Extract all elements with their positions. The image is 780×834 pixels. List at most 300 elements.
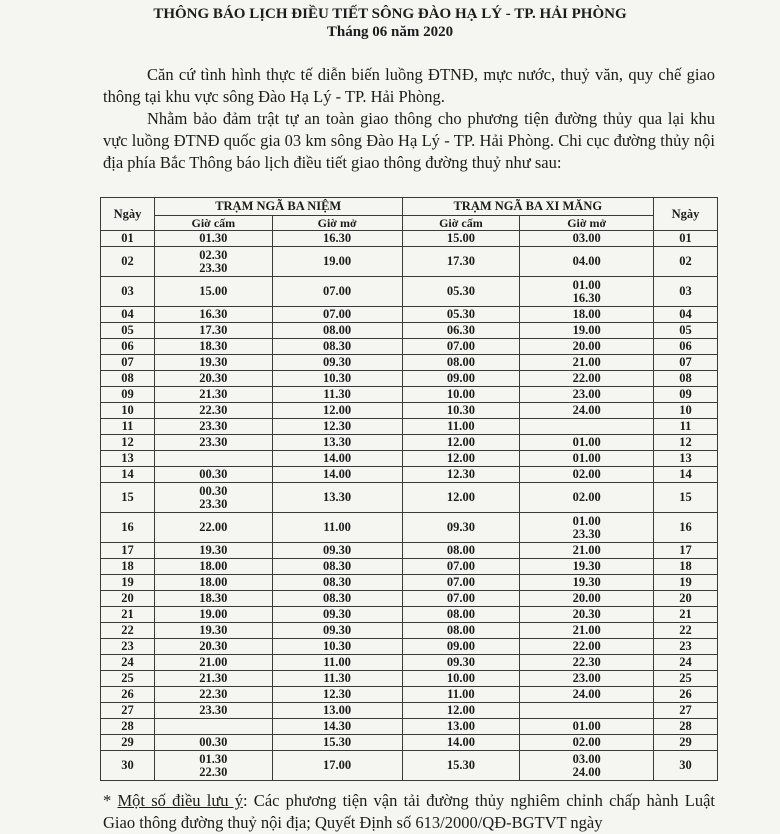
cell-ximang-open bbox=[520, 735, 654, 751]
cell-time: 23.30 bbox=[199, 703, 228, 718]
cell-day-left: 11 bbox=[101, 419, 155, 435]
cell-niem-open bbox=[272, 543, 402, 559]
cell-niem-open bbox=[272, 451, 402, 467]
cell-ximang-open bbox=[520, 623, 654, 639]
cell-time: 12.30 bbox=[446, 467, 475, 482]
cell-time: 01.00 bbox=[572, 514, 601, 528]
cell-niem-closed bbox=[154, 323, 272, 339]
cell-time: 23.30 bbox=[572, 526, 601, 541]
cell-time: 09.30 bbox=[323, 607, 352, 622]
cell-niem-open bbox=[272, 623, 402, 639]
cell-ximang-closed bbox=[402, 655, 520, 671]
cell-time: 11.00 bbox=[447, 419, 475, 434]
cell-niem-closed bbox=[154, 687, 272, 703]
cell-time: 22.00 bbox=[572, 371, 601, 386]
cell-time: 19.30 bbox=[199, 355, 228, 370]
note-paragraph: * Một số điều lưu ý: Các phương tiện vận tải đường thủy nghiêm chỉnh chấp hành Luật Giao thông đường thuỷ nội địa; Quyết Định số 613/2000/QĐ-BGTVT ngày bbox=[103, 791, 716, 832]
cell-niem-open bbox=[272, 323, 402, 339]
cell-niem-closed bbox=[154, 623, 272, 639]
table-row bbox=[101, 371, 718, 387]
cell-ximang-open bbox=[520, 655, 654, 671]
header-day-right: Ngày bbox=[654, 198, 718, 231]
cell-niem-open bbox=[272, 639, 402, 655]
cell-time: 23.30 bbox=[199, 435, 228, 450]
cell-time: 14.30 bbox=[323, 719, 352, 734]
cell-ximang-closed bbox=[402, 483, 520, 513]
cell-time: 18.00 bbox=[572, 307, 601, 322]
cell-time: 18.30 bbox=[199, 591, 228, 606]
cell-day-left: 20 bbox=[101, 591, 155, 607]
cell-time: 08.00 bbox=[446, 355, 475, 370]
cell-day-left: 09 bbox=[101, 387, 155, 403]
cell-ximang-closed bbox=[402, 247, 520, 277]
cell-time: 09.30 bbox=[446, 655, 475, 670]
cell-ximang-open bbox=[520, 703, 654, 719]
cell-time: 21.00 bbox=[572, 355, 601, 370]
cell-time: 15.00 bbox=[446, 231, 475, 246]
cell-day-right: 11 bbox=[654, 419, 718, 435]
cell-time: 12.00 bbox=[446, 451, 475, 466]
cell-time: 09.30 bbox=[323, 355, 352, 370]
cell-ximang-open bbox=[520, 419, 654, 435]
cell-niem-open bbox=[272, 591, 402, 607]
cell-day-right: 21 bbox=[654, 607, 718, 623]
table-row bbox=[101, 671, 718, 687]
cell-niem-closed bbox=[154, 247, 272, 277]
cell-niem-open bbox=[272, 371, 402, 387]
cell-time: 13.30 bbox=[323, 435, 352, 450]
table-row bbox=[101, 513, 718, 543]
cell-day-right: 16 bbox=[654, 513, 718, 543]
cell-niem-closed bbox=[154, 559, 272, 575]
cell-time: 09.00 bbox=[446, 639, 475, 654]
cell-time: 00.30 bbox=[199, 484, 228, 498]
table-row bbox=[101, 435, 718, 451]
cell-niem-closed bbox=[154, 513, 272, 543]
cell-day-right: 01 bbox=[654, 231, 718, 247]
table-row bbox=[101, 623, 718, 639]
cell-niem-closed bbox=[154, 639, 272, 655]
cell-time: 22.30 bbox=[572, 655, 601, 670]
cell-ximang-closed bbox=[402, 403, 520, 419]
cell-time: 14.00 bbox=[446, 735, 475, 750]
cell-time: 09.00 bbox=[446, 371, 475, 386]
cell-ximang-closed bbox=[402, 277, 520, 307]
note-label: Một số điều lưu ý bbox=[117, 791, 243, 810]
table-row bbox=[101, 323, 718, 339]
cell-day-left: 13 bbox=[101, 451, 155, 467]
cell-ximang-closed bbox=[402, 687, 520, 703]
cell-time: 08.00 bbox=[323, 323, 352, 338]
cell-ximang-closed bbox=[402, 323, 520, 339]
cell-ximang-open bbox=[520, 591, 654, 607]
cell-time: 17.30 bbox=[199, 323, 228, 338]
table-row bbox=[101, 419, 718, 435]
cell-time: 01.00 bbox=[572, 435, 601, 450]
cell-time: 06.30 bbox=[446, 323, 475, 338]
cell-day-left: 02 bbox=[101, 247, 155, 277]
cell-ximang-open bbox=[520, 607, 654, 623]
cell-day-left: 30 bbox=[101, 751, 155, 781]
cell-ximang-closed bbox=[402, 639, 520, 655]
cell-ximang-open bbox=[520, 403, 654, 419]
cell-ximang-closed bbox=[402, 387, 520, 403]
cell-time: 13.30 bbox=[323, 490, 352, 505]
cell-day-left: 16 bbox=[101, 513, 155, 543]
cell-time: 17.00 bbox=[323, 758, 352, 773]
header-station-nga-ba-xi-mang: TRẠM NGÃ BA XI MĂNG bbox=[402, 198, 654, 216]
cell-niem-open bbox=[272, 513, 402, 543]
cell-time: 23.30 bbox=[199, 419, 228, 434]
cell-time: 09.30 bbox=[323, 623, 352, 638]
cell-time: 21.30 bbox=[199, 387, 228, 402]
cell-ximang-closed bbox=[402, 543, 520, 559]
cell-time: 07.00 bbox=[323, 307, 352, 322]
cell-time: 12.30 bbox=[323, 687, 352, 702]
cell-ximang-closed bbox=[402, 371, 520, 387]
cell-ximang-open bbox=[520, 435, 654, 451]
cell-day-right: 29 bbox=[654, 735, 718, 751]
table-row bbox=[101, 719, 718, 735]
table-row bbox=[101, 355, 718, 371]
table-row bbox=[101, 655, 718, 671]
cell-ximang-open bbox=[520, 483, 654, 513]
cell-niem-closed bbox=[154, 467, 272, 483]
cell-ximang-open bbox=[520, 339, 654, 355]
cell-time: 07.00 bbox=[323, 284, 352, 299]
cell-time: 14.00 bbox=[323, 451, 352, 466]
cell-time: 07.00 bbox=[446, 591, 475, 606]
cell-day-left: 03 bbox=[101, 277, 155, 307]
cell-ximang-closed bbox=[402, 735, 520, 751]
cell-ximang-open bbox=[520, 575, 654, 591]
cell-time: 22.00 bbox=[199, 520, 228, 535]
cell-niem-open bbox=[272, 277, 402, 307]
cell-time: 22.30 bbox=[199, 764, 228, 779]
schedule-body bbox=[101, 231, 718, 781]
cell-time: 09.30 bbox=[323, 543, 352, 558]
notice-subtitle: Tháng 06 năm 2020 bbox=[326, 24, 454, 40]
cell-day-left: 28 bbox=[101, 719, 155, 735]
cell-time: 24.00 bbox=[572, 687, 601, 702]
cell-day-right: 13 bbox=[654, 451, 718, 467]
cell-day-left: 25 bbox=[101, 671, 155, 687]
cell-niem-closed bbox=[154, 655, 272, 671]
cell-day-left: 05 bbox=[101, 323, 155, 339]
cell-day-left: 15 bbox=[101, 483, 155, 513]
cell-ximang-open bbox=[520, 451, 654, 467]
cell-time: 19.30 bbox=[572, 575, 601, 590]
cell-ximang-open bbox=[520, 687, 654, 703]
cell-niem-closed bbox=[154, 435, 272, 451]
cell-time: 08.30 bbox=[323, 591, 352, 606]
cell-time: 20.00 bbox=[572, 591, 601, 606]
cell-time: 13.00 bbox=[446, 719, 475, 734]
cell-time: 18.00 bbox=[199, 575, 228, 590]
cell-time: 11.00 bbox=[323, 520, 351, 535]
cell-ximang-closed bbox=[402, 355, 520, 371]
cell-day-left: 23 bbox=[101, 639, 155, 655]
cell-niem-closed bbox=[154, 231, 272, 247]
cell-time: 22.00 bbox=[572, 639, 601, 654]
cell-day-right: 03 bbox=[654, 277, 718, 307]
table-row bbox=[101, 735, 718, 751]
cell-niem-open bbox=[272, 387, 402, 403]
cell-ximang-open bbox=[520, 247, 654, 277]
table-row bbox=[101, 387, 718, 403]
cell-ximang-closed bbox=[402, 559, 520, 575]
notice-title: THÔNG BÁO LỊCH ĐIỀU TIẾT SÔNG ĐÀO HẠ LÝ - TP. HẢI PHÒNG bbox=[153, 6, 627, 22]
cell-time: 23.30 bbox=[199, 496, 228, 511]
cell-ximang-closed bbox=[402, 231, 520, 247]
cell-time: 12.00 bbox=[446, 490, 475, 505]
table-row bbox=[101, 467, 718, 483]
cell-ximang-closed bbox=[402, 467, 520, 483]
table-row bbox=[101, 277, 718, 307]
cell-ximang-closed bbox=[402, 623, 520, 639]
cell-time: 02.30 bbox=[199, 248, 228, 262]
cell-day-right: 26 bbox=[654, 687, 718, 703]
cell-day-left: 01 bbox=[101, 231, 155, 247]
cell-time: 05.30 bbox=[446, 284, 475, 299]
cell-time: 23.00 bbox=[572, 387, 601, 402]
header-ximang-open: Giờ mở bbox=[520, 216, 654, 231]
cell-ximang-open bbox=[520, 387, 654, 403]
cell-ximang-closed bbox=[402, 575, 520, 591]
cell-ximang-closed bbox=[402, 607, 520, 623]
cell-niem-closed bbox=[154, 483, 272, 513]
cell-time: 10.00 bbox=[446, 387, 475, 402]
table-row bbox=[101, 607, 718, 623]
cell-time: 12.00 bbox=[446, 703, 475, 718]
cell-ximang-closed bbox=[402, 703, 520, 719]
cell-niem-closed bbox=[154, 451, 272, 467]
cell-time: 16.30 bbox=[199, 307, 228, 322]
cell-ximang-open bbox=[520, 307, 654, 323]
table-row bbox=[101, 559, 718, 575]
cell-time: 08.30 bbox=[323, 559, 352, 574]
cell-time: 11.00 bbox=[323, 655, 351, 670]
cell-day-right: 07 bbox=[654, 355, 718, 371]
cell-time: 14.00 bbox=[323, 467, 352, 482]
cell-niem-open bbox=[272, 435, 402, 451]
cell-time: 15.00 bbox=[199, 284, 228, 299]
cell-day-right: 17 bbox=[654, 543, 718, 559]
cell-day-left: 08 bbox=[101, 371, 155, 387]
cell-day-right: 09 bbox=[654, 387, 718, 403]
cell-niem-closed bbox=[154, 591, 272, 607]
cell-time: 21.00 bbox=[199, 655, 228, 670]
cell-ximang-closed bbox=[402, 671, 520, 687]
cell-niem-open bbox=[272, 607, 402, 623]
header-station-nga-ba-niem: TRẠM NGÃ BA NIỆM bbox=[154, 198, 402, 216]
cell-day-right: 05 bbox=[654, 323, 718, 339]
cell-ximang-open bbox=[520, 671, 654, 687]
cell-time: 02.00 bbox=[572, 490, 601, 505]
cell-time: 17.30 bbox=[446, 254, 475, 269]
schedule-table bbox=[100, 197, 718, 781]
cell-time: 05.30 bbox=[446, 307, 475, 322]
cell-time: 21.00 bbox=[572, 623, 601, 638]
cell-day-left: 29 bbox=[101, 735, 155, 751]
cell-time: 08.00 bbox=[446, 607, 475, 622]
cell-time: 03.00 bbox=[572, 231, 601, 246]
cell-time: 19.00 bbox=[199, 607, 228, 622]
cell-day-left: 22 bbox=[101, 623, 155, 639]
cell-niem-open bbox=[272, 339, 402, 355]
header-niem-closed: Giờ cấm bbox=[154, 216, 272, 231]
cell-time: 01.00 bbox=[572, 719, 601, 734]
table-row bbox=[101, 687, 718, 703]
cell-day-left: 18 bbox=[101, 559, 155, 575]
cell-time: 12.30 bbox=[323, 419, 352, 434]
cell-niem-closed bbox=[154, 735, 272, 751]
cell-niem-closed bbox=[154, 419, 272, 435]
cell-ximang-closed bbox=[402, 339, 520, 355]
table-row bbox=[101, 751, 718, 781]
cell-time: 08.00 bbox=[446, 623, 475, 638]
cell-time: 24.00 bbox=[572, 403, 601, 418]
cell-time: 19.30 bbox=[199, 543, 228, 558]
cell-time: 10.30 bbox=[323, 371, 352, 386]
cell-time: 08.30 bbox=[323, 575, 352, 590]
cell-day-right: 04 bbox=[654, 307, 718, 323]
cell-niem-open bbox=[272, 751, 402, 781]
cell-niem-closed bbox=[154, 403, 272, 419]
cell-time: 19.30 bbox=[199, 623, 228, 638]
cell-ximang-open bbox=[520, 371, 654, 387]
cell-time: 08.00 bbox=[446, 543, 475, 558]
header-niem-open: Giờ mở bbox=[272, 216, 402, 231]
cell-niem-closed bbox=[154, 703, 272, 719]
cell-niem-closed bbox=[154, 607, 272, 623]
cell-day-right: 23 bbox=[654, 639, 718, 655]
cell-time: 15.30 bbox=[323, 735, 352, 750]
intro-paragraph-2: Nhằm bảo đảm trật tự an toàn giao thông cho phương tiện đường thủy qua lại khu vực luồng ĐTNĐ quốc gia 03 km sông Đào Hạ Lý - TP. Hải Phòng. Chi cục đường thủy nội địa phía Bắc Thông báo lịch điều tiết giao thông đường thuỷ như sau: bbox=[103, 109, 715, 172]
cell-time: 10.30 bbox=[446, 403, 475, 418]
cell-time: 10.00 bbox=[446, 671, 475, 686]
cell-niem-closed bbox=[154, 355, 272, 371]
cell-niem-open bbox=[272, 247, 402, 277]
cell-time: 11.30 bbox=[323, 387, 351, 402]
cell-niem-closed bbox=[154, 387, 272, 403]
cell-niem-closed bbox=[154, 719, 272, 735]
header-ximang-closed: Giờ cấm bbox=[402, 216, 520, 231]
cell-time: 16.30 bbox=[572, 290, 601, 305]
cell-day-right: 27 bbox=[654, 703, 718, 719]
cell-time: 20.30 bbox=[199, 371, 228, 386]
cell-ximang-closed bbox=[402, 719, 520, 735]
cell-day-right: 22 bbox=[654, 623, 718, 639]
cell-time: 07.00 bbox=[446, 339, 475, 354]
cell-day-left: 06 bbox=[101, 339, 155, 355]
cell-time: 21.00 bbox=[572, 543, 601, 558]
cell-time: 07.00 bbox=[446, 559, 475, 574]
cell-time: 10.30 bbox=[323, 639, 352, 654]
cell-ximang-closed bbox=[402, 591, 520, 607]
table-row bbox=[101, 339, 718, 355]
cell-niem-open bbox=[272, 575, 402, 591]
cell-time: 20.30 bbox=[199, 639, 228, 654]
cell-niem-closed bbox=[154, 543, 272, 559]
cell-ximang-closed bbox=[402, 451, 520, 467]
cell-ximang-open bbox=[520, 559, 654, 575]
table-row bbox=[101, 543, 718, 559]
header-day-left: Ngày bbox=[101, 198, 155, 231]
table-row bbox=[101, 451, 718, 467]
cell-time: 11.00 bbox=[447, 687, 475, 702]
cell-day-right: 15 bbox=[654, 483, 718, 513]
cell-ximang-open bbox=[520, 639, 654, 655]
cell-day-left: 19 bbox=[101, 575, 155, 591]
cell-day-right: 20 bbox=[654, 591, 718, 607]
cell-time: 00.30 bbox=[199, 735, 228, 750]
cell-time: 20.00 bbox=[572, 339, 601, 354]
table-row bbox=[101, 483, 718, 513]
cell-ximang-open bbox=[520, 751, 654, 781]
cell-time: 09.30 bbox=[446, 520, 475, 535]
cell-niem-open bbox=[272, 655, 402, 671]
cell-time: 01.00 bbox=[572, 451, 601, 466]
intro-paragraph-1: Căn cứ tình hình thực tế diễn biến luồng ĐTNĐ, mực nước, thuỷ văn, quy chế giao thông tại khu vực sông Đào Hạ Lý - TP. Hải Phòng. bbox=[103, 65, 715, 106]
cell-time: 02.00 bbox=[572, 467, 601, 482]
cell-day-right: 25 bbox=[654, 671, 718, 687]
cell-niem-closed bbox=[154, 671, 272, 687]
cell-time: 08.30 bbox=[323, 339, 352, 354]
cell-time: 01.30 bbox=[199, 231, 228, 246]
cell-day-right: 06 bbox=[654, 339, 718, 355]
cell-ximang-open bbox=[520, 719, 654, 735]
cell-time: 02.00 bbox=[572, 735, 601, 750]
cell-time: 20.30 bbox=[572, 607, 601, 622]
cell-niem-closed bbox=[154, 751, 272, 781]
cell-niem-open bbox=[272, 483, 402, 513]
cell-ximang-open bbox=[520, 277, 654, 307]
cell-time: 13.00 bbox=[323, 703, 352, 718]
cell-day-right: 12 bbox=[654, 435, 718, 451]
cell-ximang-closed bbox=[402, 307, 520, 323]
cell-ximang-open bbox=[520, 467, 654, 483]
cell-day-left: 07 bbox=[101, 355, 155, 371]
table-row bbox=[101, 307, 718, 323]
cell-day-left: 12 bbox=[101, 435, 155, 451]
cell-time: 19.00 bbox=[572, 323, 601, 338]
cell-time: 21.30 bbox=[199, 671, 228, 686]
cell-niem-open bbox=[272, 419, 402, 435]
table-row bbox=[101, 231, 718, 247]
cell-niem-open bbox=[272, 719, 402, 735]
cell-time: 23.30 bbox=[199, 260, 228, 275]
cell-time: 23.00 bbox=[572, 671, 601, 686]
note-text: : Các phương tiện vận tải đường thủy nghiêm chỉnh chấp hành Luật Giao thông đường thuỷ nội địa; Quyết Định số 613/2000/QĐ-BGTVT ngày bbox=[103, 791, 716, 832]
cell-time: 24.00 bbox=[572, 764, 601, 779]
cell-time: 04.00 bbox=[572, 254, 601, 269]
cell-niem-closed bbox=[154, 277, 272, 307]
table-row bbox=[101, 247, 718, 277]
cell-niem-open bbox=[272, 403, 402, 419]
table-row bbox=[101, 575, 718, 591]
cell-day-left: 14 bbox=[101, 467, 155, 483]
cell-niem-open bbox=[272, 467, 402, 483]
cell-day-right: 08 bbox=[654, 371, 718, 387]
cell-ximang-closed bbox=[402, 513, 520, 543]
cell-day-right: 02 bbox=[654, 247, 718, 277]
cell-day-left: 27 bbox=[101, 703, 155, 719]
cell-time: 11.30 bbox=[323, 671, 351, 686]
cell-time: 01.00 bbox=[572, 278, 601, 292]
cell-time: 22.30 bbox=[199, 687, 228, 702]
cell-day-right: 30 bbox=[654, 751, 718, 781]
